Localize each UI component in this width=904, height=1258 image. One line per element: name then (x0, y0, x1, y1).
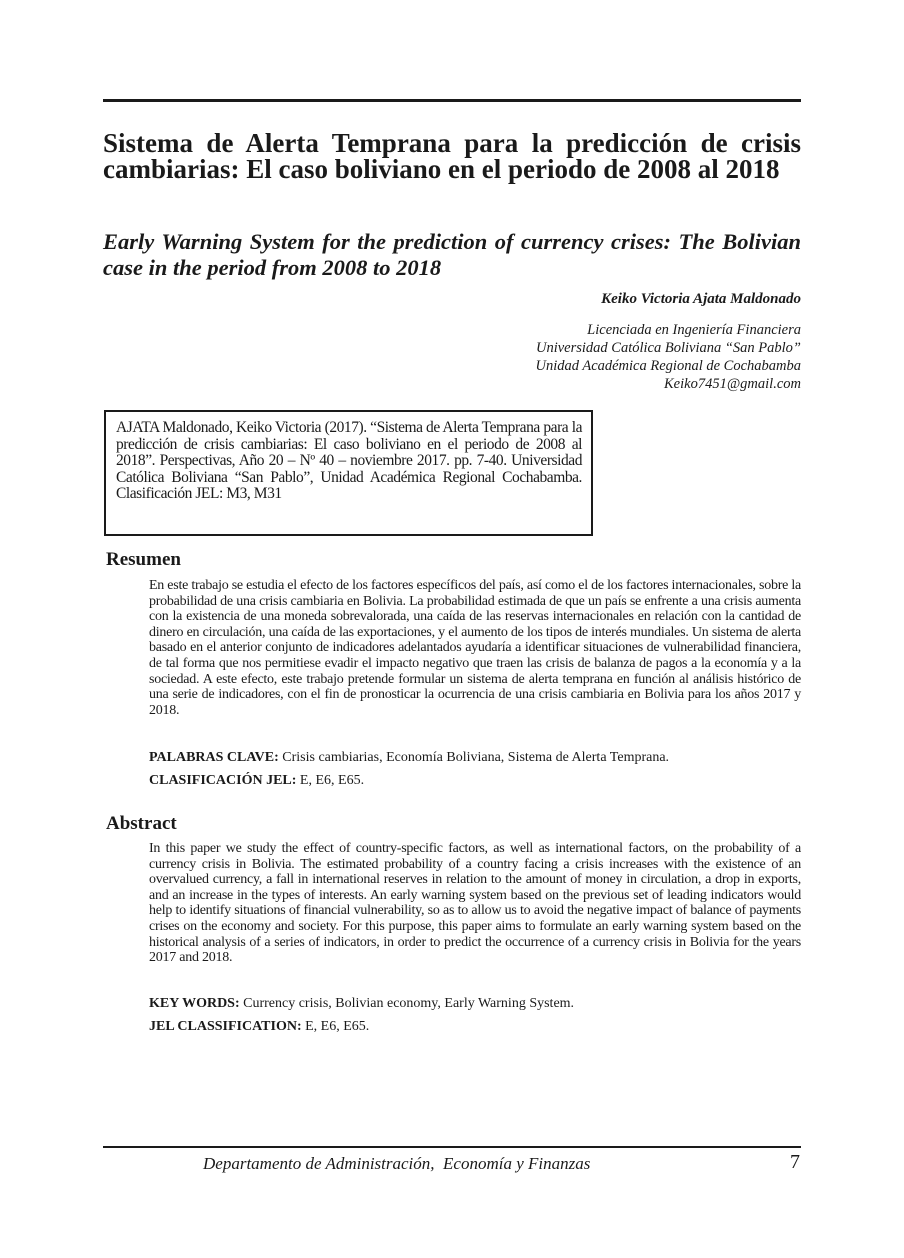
affiliation-degree: Licenciada en Ingeniería Financiera (587, 322, 801, 338)
abstract-jel-value: E, E6, E65. (305, 1019, 370, 1034)
footer-rule (103, 1146, 801, 1148)
abstract-keywords-value: Currency crisis, Bolivian economy, Early Warning System. (243, 996, 575, 1011)
top-rule (103, 99, 801, 102)
resumen-keywords (149, 750, 801, 766)
abstract-jel-label: JEL CLASSIFICATION: (149, 1019, 302, 1034)
resumen-jel-label: CLASIFICACIÓN JEL: (149, 773, 297, 788)
resumen-keywords-label: PALABRAS CLAVE: (149, 750, 279, 765)
abstract-body: In this paper we study the effect of country-specific factors, as well as international factors, on the probability of a currency crisis in Bolivia. The estimated probability of a country facing a crisis increases with the existence of an overvalued currency, a fall in international reserves in relation to the amount of money in circulation, a drop in exports, and an increase in the types of interests. An early warning system based on the previous set of leading indicators would help to identify situations of financial vulnerability, so as to allow us to avoid the negative impact of balance of payments crises on the economy and society. For this purpose, this paper aims to formulate an early warning system based on the historical analysis of a series of indicators, in order to predict the occurrence of a currency crisis in Bolivia for the years 2017 and 2018. (149, 841, 801, 966)
paper-subtitle: Early Warning System for the prediction of currency crises: The Bolivian case in the period from 2008 to 2018 (103, 229, 801, 280)
abstract-jel (149, 1019, 801, 1035)
affiliation-university: Universidad Católica Boliviana “San Pablo” (535, 340, 801, 356)
citation-box (104, 410, 593, 536)
paper-title: Sistema de Alerta Temprana para la predicción de crisis cambiarias: El caso boliviano en el periodo de 2008 al 2018 (103, 128, 801, 184)
resumen-jel (149, 773, 801, 789)
footer-department: Departamento de Administración, Economía y Finanzas (203, 1154, 591, 1173)
author-email[interactable]: Keiko7451@gmail.com (664, 376, 801, 392)
resumen-body: En este trabajo se estudia el efecto de los factores específicos del país, así como el de los factores internacionales, sobre la probabilidad de una crisis cambiaria en Bolivia. La probabilidad estimada de que un país se enfrente a una crisis aumenta con la existencia de una moneda sobrevalorada, una caída de las reservas internacionales en relación con la cantidad de dinero en circulación, una caída de las exportaciones, y el aumento de los tipos de interés mundiales. Un sistema de alerta basado en el anterior conjunto de indicadores adelantados ayudaría a identificar situaciones de vulnerabilidad financiera, de tal forma que nos permitiese evadir el impacto negativo que traen las crisis de balanza de pagos a la economía y a la sociedad. A este efecto, este trabajo pretende formular un sistema de alerta temprana en función al análisis histórico de una serie de indicadores, con el fin de pronosticar la ocurrencia de una crisis cambiaria en Bolivia para los años 2017 y 2018. (149, 578, 801, 718)
abstract-keywords (149, 996, 801, 1012)
abstract-keywords-label: KEY WORDS: (149, 996, 240, 1011)
abstract-heading: Abstract (106, 813, 177, 834)
citation-text: AJATA Maldonado, Keiko Victoria (2017). “Sistema de Alerta Temprana para la predicción de crisis cambiarias: El caso boliviano en el periodo de 2008 al 2018”. Perspectivas, Año 20 – Nº 40 – noviembre 2017. pp. 7-40. Universidad Católica Boliviana “San Pablo”, Unidad Académica Regional Cochabamba. Clasificación JEL: M3, M31 (116, 419, 582, 502)
resumen-keywords-value: Crisis cambiarias, Economía Boliviana, Sistema de Alerta Temprana. (282, 750, 670, 765)
resumen-jel-value: E, E6, E65. (299, 773, 365, 788)
author-name: Keiko Victoria Ajata Maldonado (601, 291, 801, 307)
resumen-heading: Resumen (106, 549, 181, 570)
author-affiliation (535, 321, 801, 393)
affiliation-unit: Unidad Académica Regional de Cochabamba (535, 358, 801, 374)
page-number: 7 (790, 1151, 800, 1173)
